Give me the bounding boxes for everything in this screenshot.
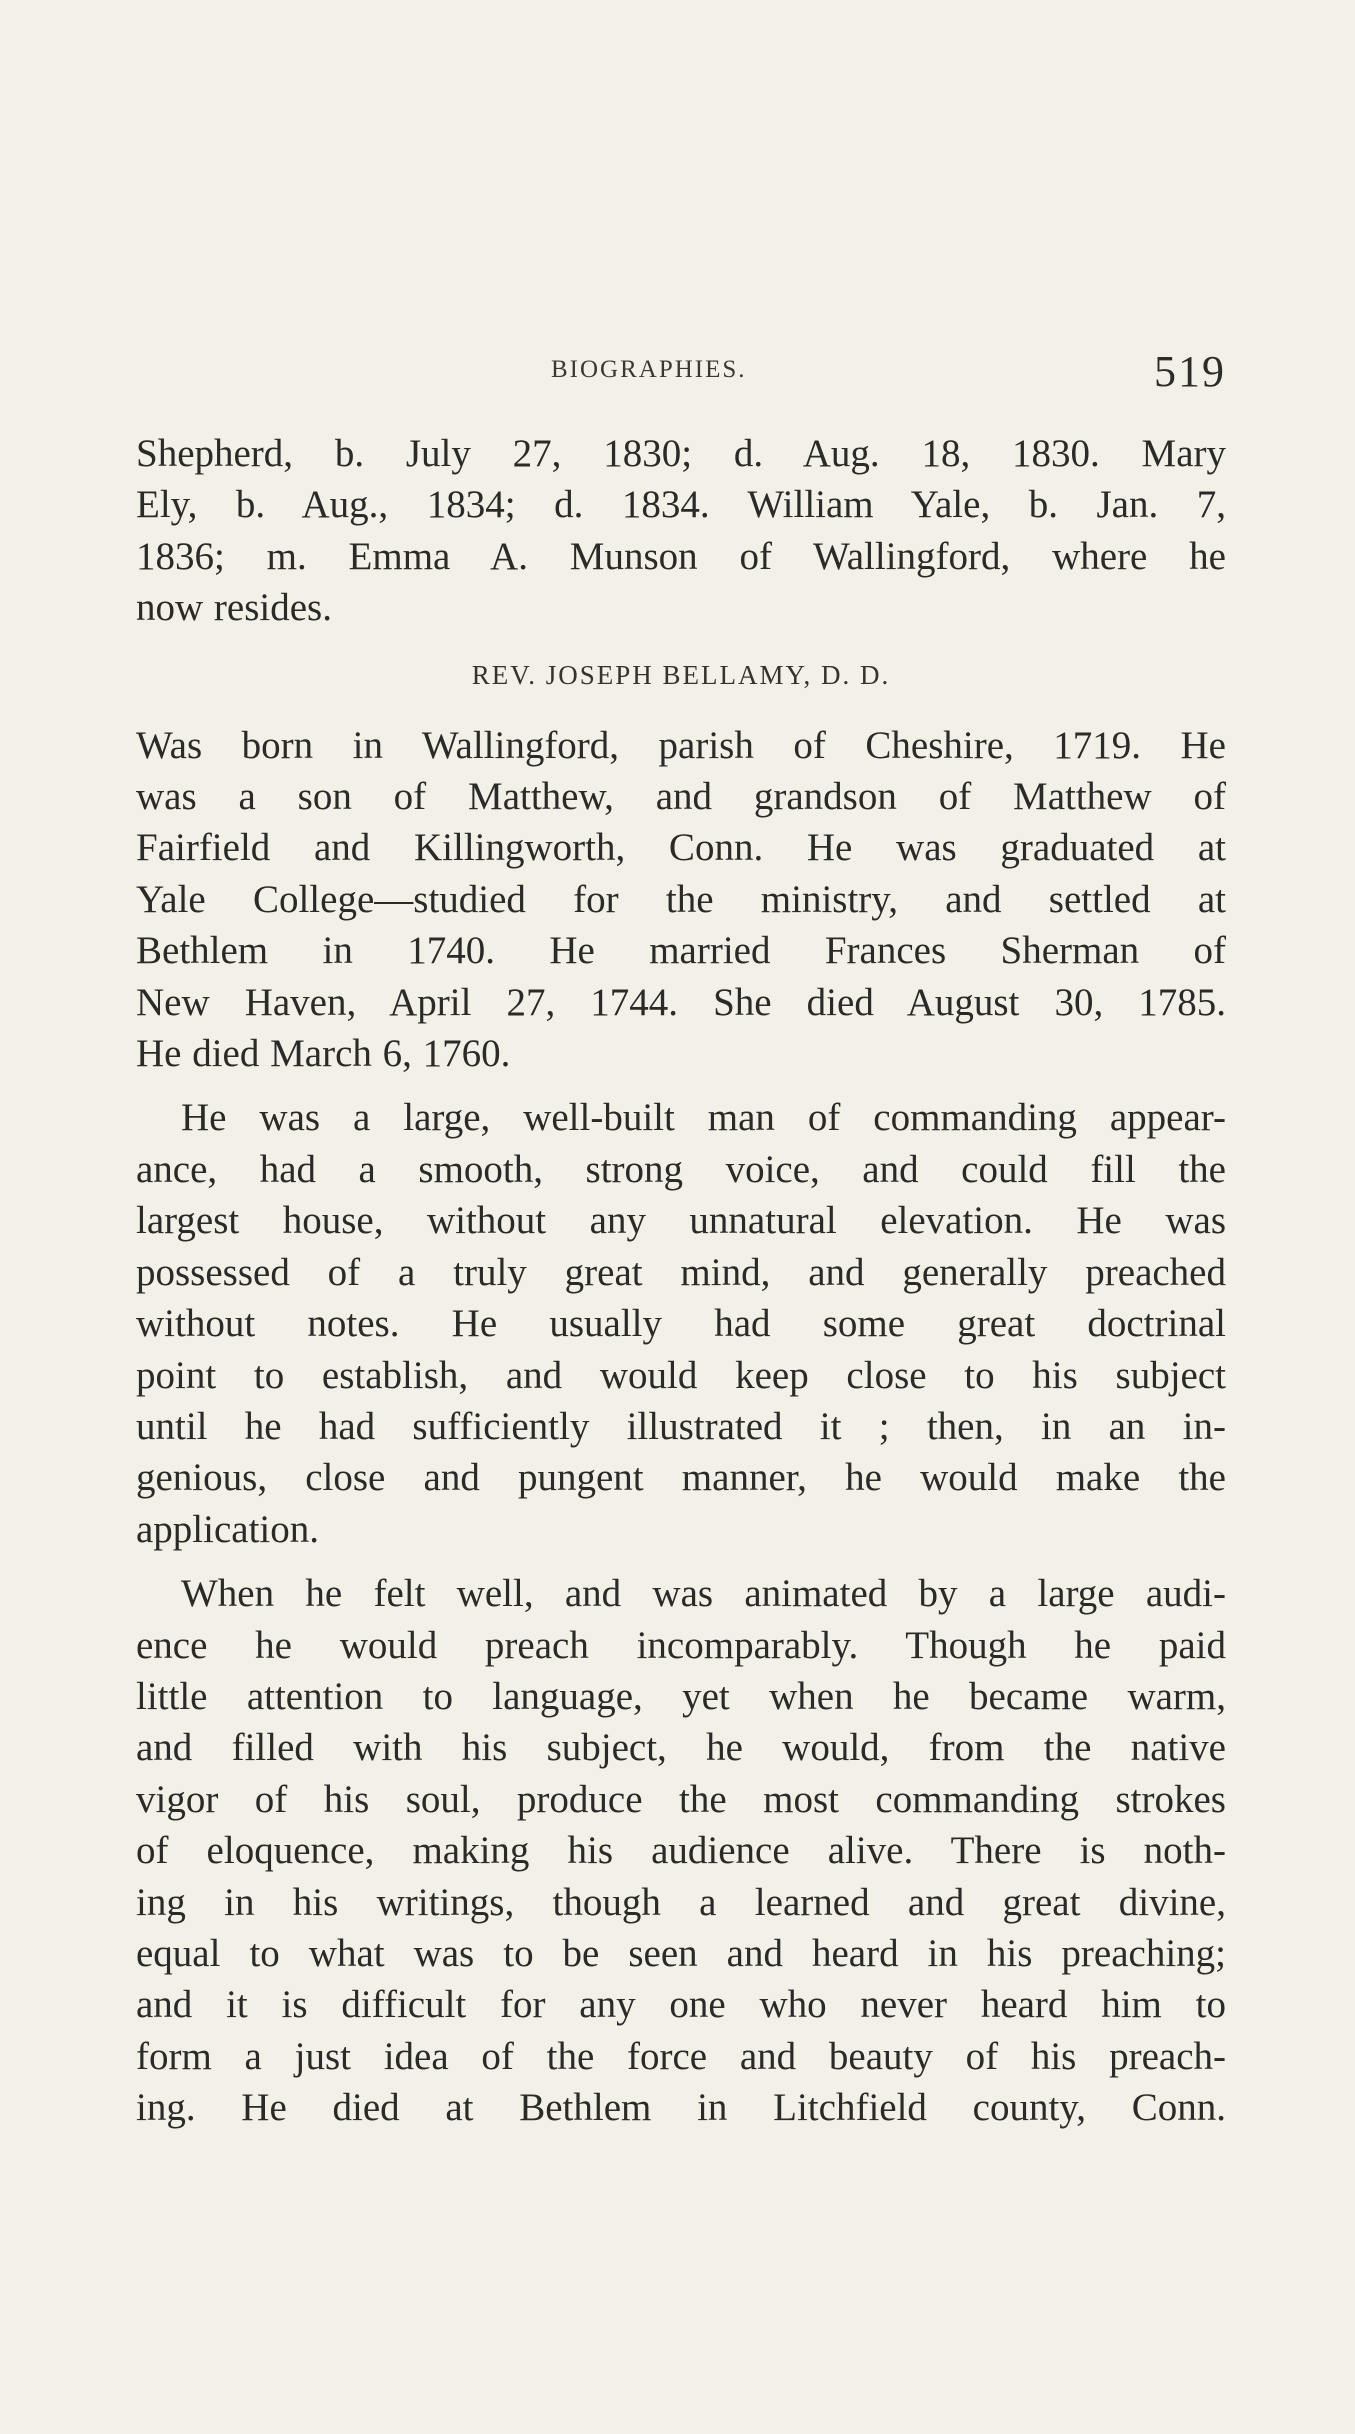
text-line: Bethlem in 1740. He married Frances Sherman of xyxy=(136,929,1226,973)
text-line: and filled with his subject, he would, from the native xyxy=(136,1726,1226,1770)
text-line: ance, had a smooth, strong voice, and could fill the xyxy=(136,1147,1226,1191)
text-line: He died March 6, 1760. xyxy=(136,1032,511,1076)
text-line: equal to what was to be seen and heard in his preaching; xyxy=(136,1931,1226,1975)
text-line: was a son of Matthew, and grandson of Matthew of xyxy=(136,775,1226,819)
text-block xyxy=(136,428,1226,2134)
text-line: When he felt well, and was animated by a large audi- xyxy=(181,1572,1226,1616)
paragraph-gap xyxy=(136,1079,1226,1092)
text-line: application. xyxy=(136,1507,320,1551)
text-line: Yale College—studied for the ministry, and settled at xyxy=(136,877,1226,921)
text-line: without notes. He usually had some great doctrinal xyxy=(136,1302,1226,1346)
text-line: Ely, b. Aug., 1834; d. 1834. William Yale, b. Jan. 7, xyxy=(136,483,1226,527)
text-line: He was a large, well-built man of commanding appear- xyxy=(181,1096,1226,1140)
paragraph-gap xyxy=(136,1555,1226,1568)
text-line: little attention to language, yet when he became warm, xyxy=(136,1674,1226,1718)
page-number: 519 xyxy=(1154,347,1226,396)
text-line: New Haven, April 27, 1744. She died August 30, 1785. xyxy=(136,980,1226,1024)
section-heading-wrap xyxy=(136,634,1226,720)
text-line: possessed of a truly great mind, and generally preached xyxy=(136,1250,1226,1294)
text-line: form a just idea of the force and beauty of his preach- xyxy=(136,2034,1226,2078)
text-line: ing. He died at Bethlem in Litchfield county, Conn. xyxy=(136,2086,1226,2130)
paragraph-preaching xyxy=(136,1568,1226,2133)
text-line: Fairfield and Killingworth, Conn. He was graduated at xyxy=(136,826,1226,870)
text-line: vigor of his soul, produce the most commanding strokes xyxy=(136,1777,1226,1821)
text-line: ing in his writings, though a learned and great divine, xyxy=(136,1880,1226,1924)
text-line: point to establish, and would keep close to his subject xyxy=(136,1353,1226,1397)
running-head xyxy=(136,347,1226,402)
text-line: now resides. xyxy=(136,586,332,630)
text-line: and it is difficult for any one who never heard him to xyxy=(136,1983,1226,2027)
section-heading: REV. JOSEPH BELLAMY, D. D. xyxy=(471,659,891,690)
text-line: Shepherd, b. July 27, 1830; d. Aug. 18, 1830. Mary xyxy=(136,432,1226,475)
text-line: largest house, without any unnatural elevation. He was xyxy=(136,1199,1226,1243)
running-title: BIOGRAPHIES. xyxy=(551,356,747,383)
text-line: genious, close and pungent manner, he would make the xyxy=(136,1456,1226,1500)
text-line: of eloquence, making his audience alive. There is noth- xyxy=(136,1829,1226,1873)
paragraph-continuation xyxy=(136,428,1226,634)
text-line: ence he would preach incomparably. Though he paid xyxy=(136,1623,1226,1667)
text-line: Was born in Wallingford, parish of Cheshire, 1719. He xyxy=(136,723,1226,767)
text-line: 1836; m. Emma A. Munson of Wallingford, where he xyxy=(136,534,1226,578)
paragraph-description xyxy=(136,1092,1226,1555)
text-line: until he had sufficiently illustrated it ; then, in an in- xyxy=(136,1404,1226,1448)
paragraph-birth xyxy=(136,720,1226,1080)
